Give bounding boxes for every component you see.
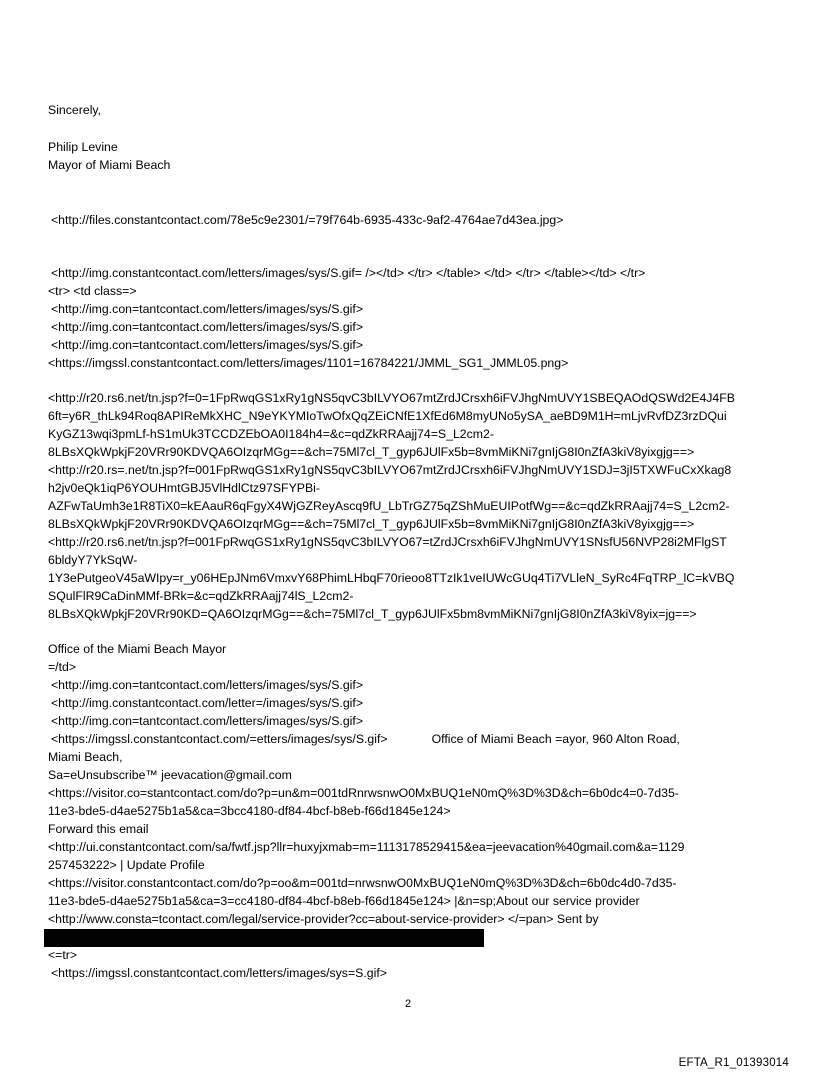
office-address-city: Miami Beach, (48, 750, 123, 764)
document-id: EFTA_R1_01393014 (678, 1057, 789, 1069)
tracking-link-line: <http://r20.rs=.net/tn.jsp?f=001FpRwqGS1xRy1gNS5qvC3bILVYO67mtZrdJCrsxh6iFVJhgNmUVY1SDJ=3jI5TXWFuCxXkag8 (48, 463, 732, 477)
html-residue-line: <=tr> (48, 948, 78, 962)
page-number: 2 (404, 998, 412, 1010)
gif-link: <http://img.con=tantcontact.com/letters/images/sys/S.gif> (51, 714, 364, 728)
gif-link: <http://img.con=tantcontact.com/letters/images/sys/S.gif> (51, 678, 364, 692)
unsubscribe-link: 11e3-bde5-d4ae5275b1a5&ca=3bcc4180-df84-4bcf-b8eb-f66d1845e124> (48, 804, 451, 818)
salutation: Sincerely, (48, 103, 102, 117)
signer-name: Philip Levine (48, 140, 118, 154)
gif-link: <https://imgssl.constantcontact.com/=etters/images/sys/S.gif> (51, 732, 388, 746)
tracking-link-line: SQulFlR9CaDinMMf-BRk=&c=qdZkRRAajj74lS_L2cm2- (48, 589, 354, 603)
gif-link: <https://imgssl.constantcontact.com/letters/images/sys=S.gif> (51, 966, 387, 980)
tracking-link-line: 1Y3ePutgeoV45aWIpy=r_y06HEpJNm6VmxvY68PhimLHbqF70rieoo8TTzIk1veIUWcGUq4Ti7VLleN_SyRc4FqTRP_lC=kVBQ (48, 571, 735, 585)
html-residue-line: <http://img.con=tantcontact.com/letters/images/sys/S.gif> (51, 338, 364, 352)
html-residue-line: <http://img.con=tantcontact.com/letters/images/sys/S.gif> (51, 320, 364, 334)
office-heading: Office of the Miami Beach Mayor (48, 642, 227, 656)
tracking-link-line: KyGZ13wqi3pmLf-hS1mUk3TCCDZEbOA0I184h4=&c=qdZkRRAajj74=S_L2cm2- (48, 427, 494, 441)
tracking-link-line: 6bldyY7YkSqW- (48, 553, 138, 567)
unsubscribe-text: Sa=eUnsubscribe™ jeevacation@gmail.com (48, 768, 292, 782)
tracking-link-line: <http://r20.rs6.net/tn.jsp?f=0=1FpRwqGS1xRy1gNS5qvC3bILVYO67mtZrdJCrsxh6iFVJhgNmUVY1SBEQAOdQSWd2E4J4FB (48, 391, 735, 405)
profile-link: <https://visitor.constantcontact.com/do?p=oo&m=001td=nrwsnwO0MxBUQ1eN0mQ%3D%3D&ch=6b0dc4d0-7d35- (48, 876, 677, 890)
image-link: <http://files.constantcontact.com/78e5c9e2301/=79f764b-6935-433c-9af2-4764ae7d43ea.jpg> (51, 213, 564, 227)
forward-text: Forward this email (48, 822, 149, 836)
forward-link: 257453222> | Update Profile (48, 858, 205, 872)
html-residue-line: =/td> (48, 660, 77, 674)
tracking-link-line: h2jv0eQk1iqP6YOUHmtGBJ5VlHdlCtz97SFYPBi- (48, 481, 320, 495)
profile-link: 11e3-bde5-d4ae5275b1a5&ca=3=cc4180-df84-4bcf-b8eb-f66d1845e124> |&n=sp;About our service provider (48, 894, 640, 908)
provider-link: <http://www.consta=tcontact.com/legal/service-provider?cc=about-service-provider> </=pan> Sent by (48, 912, 599, 926)
tracking-link-line: 6ft=y6R_thLk94Roq8APIReMkXHC_N9eYKYMIoTwOfxQqZEiCNfE1XfEd6M8myUNo5ySA_aeBD9M1H=mLjvRvfDZ3rzDQui (48, 409, 727, 423)
html-residue-line: <http://img.con=tantcontact.com/letters/images/sys/S.gif> (51, 302, 364, 316)
unsubscribe-link: <https://visitor.co=stantcontact.com/do?p=un&m=001tdRnrwsnwO0MxBUQ1eN0mQ%3D%3D&ch=6b0dc4=0-7d35- (48, 786, 679, 800)
tracking-link-line: AZFwTaUmh3e1R8TiX0=kEAauR6qFgyX4WjGZReyAscq9fU_LbTrGZ75qZShMuEUIPotfWg==&c=qdZkRRAajj74=S_L2cm2- (48, 499, 730, 513)
forward-link: <http://ui.constantcontact.com/sa/fwtf.jsp?llr=huxyjxmab=m=1113178529415&ea=jeevacation%40gmail.com&a=1129 (48, 840, 685, 854)
html-residue-line: <https://imgssl.constantcontact.com/letters/images/1101=16784221/JMML_SG1_JMML05.png> (48, 356, 569, 370)
gif-address-line (51, 730, 680, 748)
html-residue-line: <tr> <td class=> (48, 284, 137, 298)
tracking-link-line: <http://r20.rs6.net/tn.jsp?f=001FpRwqGS1xRy1gNS5qvC3bILVYO67=tZrdJCrsxh6iFVJhgNmUVY1SNsfU56NVP28i2MFlgST (48, 535, 727, 549)
office-address: Office of Miami Beach =ayor, 960 Alton Road, (431, 732, 680, 746)
gif-link: <http://img.constantcontact.com/letter=/images/sys/S.gif> (51, 696, 364, 710)
tracking-link-line: 8LBsXQkWpkjF20VRr90KDVQA6OIzqrMGg==&ch=75Ml7cl_T_gyp6JUlFx5b=8vmMiKNi7gnIjG8I0nZfA3kiV8yixgjg==> (48, 517, 695, 531)
html-residue-line: <http://img.constantcontact.com/letters/images/sys/S.gif= /></td> </tr> </table> </td> </tr> </table></td> </tr> (51, 266, 646, 280)
signer-title: Mayor of Miami Beach (48, 158, 171, 172)
tracking-link-line: 8LBsXQkWpkjF20VRr90KD=QA6OIzqrMGg==&ch=75Ml7cl_T_gyp6JUlFx5bm8vmMiKNi7gnIjG8I0nZfA3kiV8yix=jg==> (48, 607, 697, 621)
tracking-link-line: 8LBsXQkWpkjF20VRr90KDVQA6OIzqrMGg==&ch=75Ml7cl_T_gyp6JUlFx5b=8vmMiKNi7gnIjG8I0nZfA3kiV8yixgjg==> (48, 445, 695, 459)
redaction-bar (44, 929, 484, 947)
